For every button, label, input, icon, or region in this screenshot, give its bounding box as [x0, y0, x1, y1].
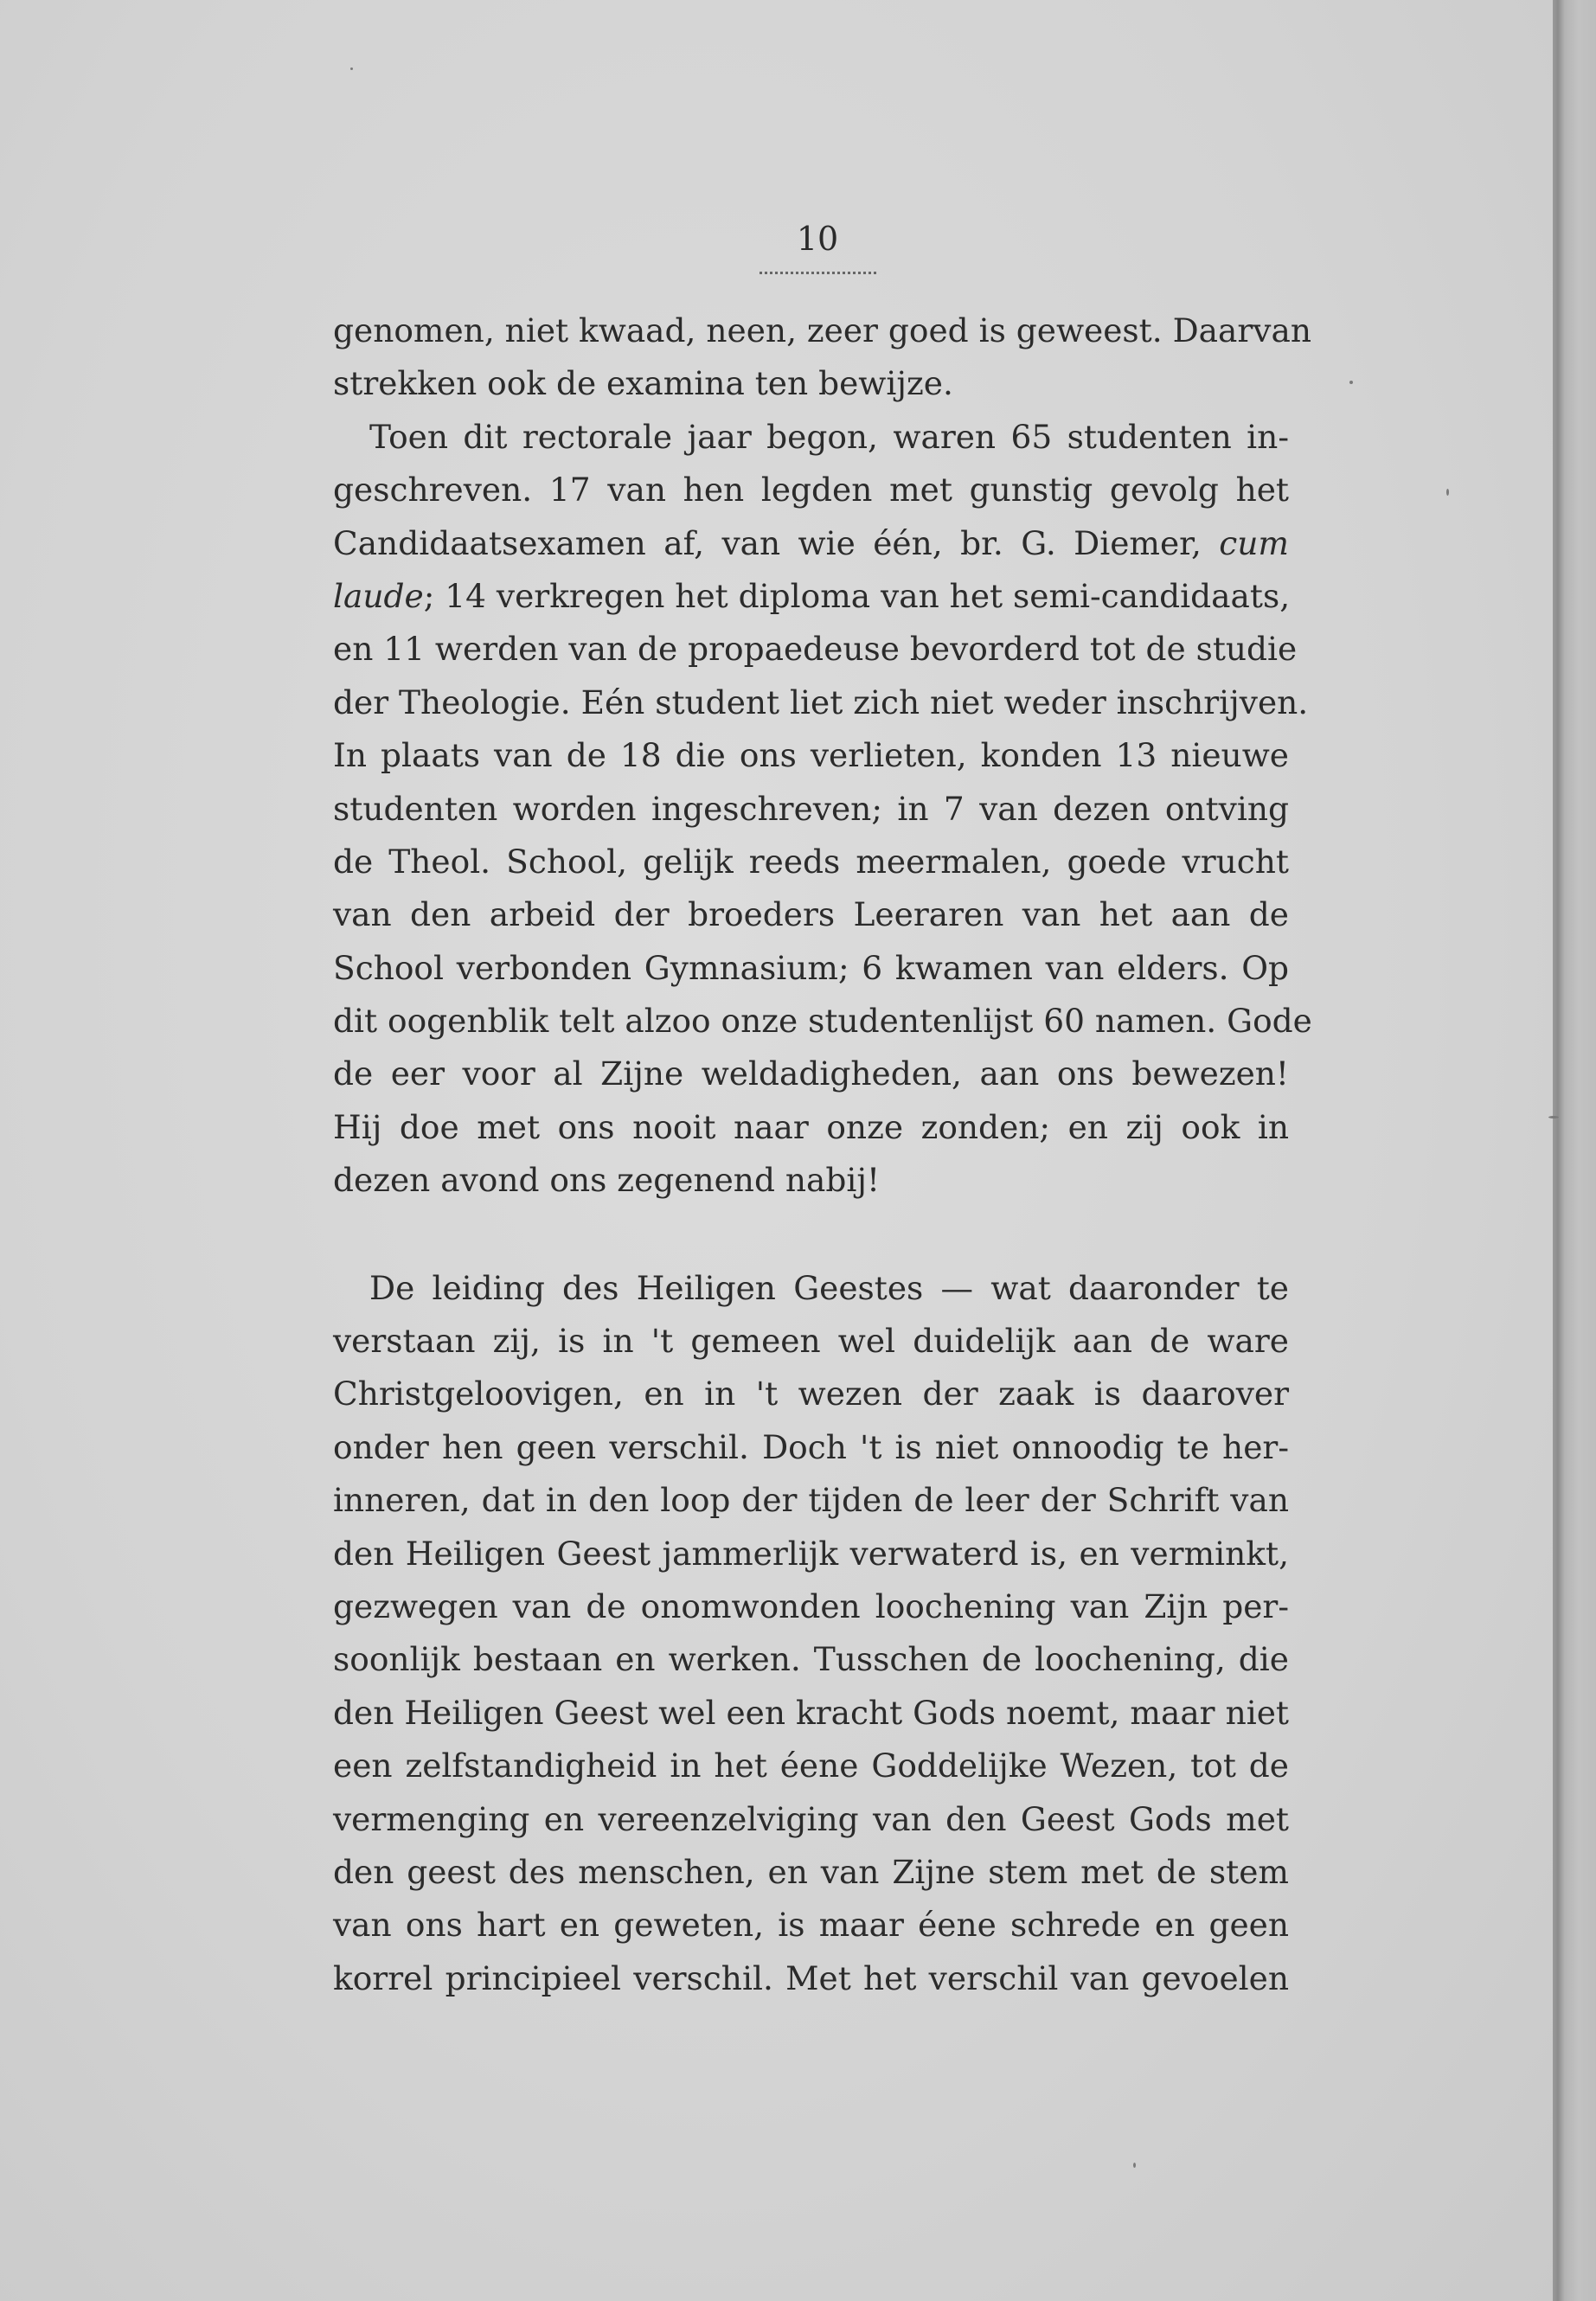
text-line: verstaan zij, is in 't gemeen wel duidelijk aan de ware [333, 1322, 1289, 1361]
text-line: gezwegen van de onomwonden loochening van Zijn per- [333, 1586, 1289, 1625]
text-line: dezen avond ons zegenend nabij! [333, 1161, 881, 1200]
text-line: van den arbeid der broeders Leeraren van het aan de [333, 895, 1289, 934]
text-line: de Theol. School, gelijk reeds meermalen, goede vrucht [333, 842, 1289, 881]
page-number-underline [760, 266, 876, 274]
paper-speck [1349, 381, 1353, 384]
italic-phrase: laude [333, 576, 424, 615]
paper-speck [350, 67, 353, 70]
text-line: School verbonden Gymnasium; 6 kwamen van elders. Op [333, 948, 1289, 987]
paragraph [333, 304, 1311, 411]
italic-phrase: cum [1219, 523, 1289, 562]
text-line: studenten worden ingeschreven; in 7 van dezen ontving [333, 789, 1289, 828]
text-line: Candidaatsexamen af, van wie één, br. G. Diemer, cum [333, 523, 1289, 562]
text-line: den Heiligen Geest wel een kracht Gods noemt, maar niet [333, 1693, 1289, 1732]
text-line: Toen dit rectorale jaar begon, waren 65 studenten in- [369, 417, 1289, 456]
paragraph [333, 411, 1312, 1208]
body-text [333, 304, 1312, 2005]
text-line: een zelfstandigheid in het éene Goddelijke Wezen, tot de [333, 1747, 1289, 1785]
text-line: van ons hart en geweten, is maar éene schrede en geen [333, 1906, 1289, 1945]
paper-speck [1548, 1116, 1559, 1118]
page-number: 10 [796, 220, 839, 258]
text-line: de eer voor al Zijne weldadigheden, aan ons bewezen! [333, 1054, 1289, 1093]
text-line: laude; 14 verkregen het diploma van het semi-candidaats, [333, 576, 1291, 615]
text-line: Hij doe met ons nooit naar onze zonden; en zij ook in [333, 1107, 1289, 1146]
text-line: geschreven. 17 van hen legden met gunstig gevolg het [333, 471, 1289, 510]
page-edge [1553, 0, 1596, 2301]
text-line: den Heiligen Geest jammerlijk verwaterd is, en verminkt, [333, 1534, 1289, 1573]
text-line: vermenging en vereenzelviging van den Geest Gods met [333, 1799, 1289, 1838]
text-line: In plaats van de 18 die ons verlieten, konden 13 nieuwe [333, 736, 1289, 775]
text-line: De leiding des Heiligen Geestes — wat daaronder te [369, 1268, 1289, 1307]
text-line: der Theologie. Eén student liet zich niet weder inschrijven. [333, 683, 1309, 721]
text-line: inneren, dat in den loop der tijden de leer der Schrift van [333, 1481, 1289, 1520]
paper-speck [1446, 489, 1449, 496]
text-line: genomen, niet kwaad, neen, zeer goed is geweest. Daarvan [333, 311, 1311, 349]
text-line: dit oogenblik telt alzoo onze studentenlijst 60 namen. Gode [333, 1002, 1312, 1041]
paper-speck [1133, 2163, 1136, 2168]
text-line: en 11 werden van de propaedeuse bevorderd tot de studie [333, 630, 1298, 669]
paragraph [333, 1262, 1289, 2005]
text-line: soonlijk bestaan en werken. Tusschen de loochening, die [333, 1640, 1289, 1679]
text-line: Christgeloovigen, en in 't wezen der zaak is daarover [333, 1375, 1289, 1413]
text-line: den geest des menschen, en van Zijne stem met de stem [333, 1852, 1289, 1891]
paragraph-gap [333, 1208, 1289, 1262]
text-line: onder hen geen verschil. Doch 't is niet onnoodig te her- [333, 1427, 1289, 1466]
text-line: korrel principieel verschil. Met het verschil van gevoelen [333, 1958, 1289, 1997]
text-line: strekken ook de examina ten bewijze. [333, 364, 953, 403]
